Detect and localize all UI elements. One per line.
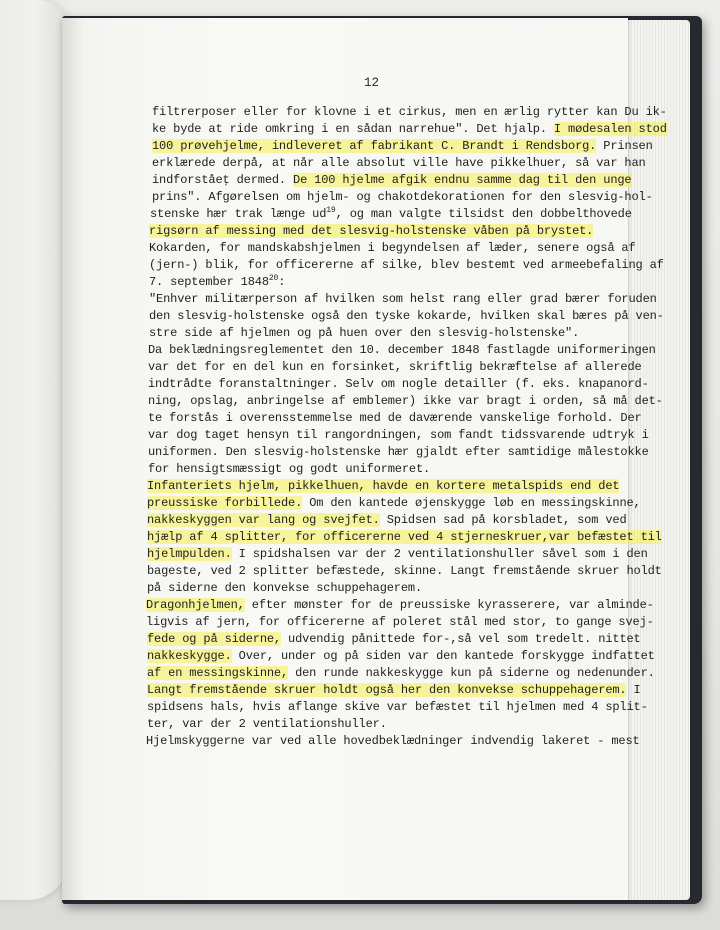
text-segment: erklærede derpå, at når alle absolut ville have pikkelhuer, så var han bbox=[152, 156, 646, 170]
text-line bbox=[146, 614, 654, 631]
text-line bbox=[147, 665, 655, 682]
text-line bbox=[148, 427, 649, 444]
text-segment: var dog taget hensyn til rangordningen, som fandt tidssvarende udtryk i bbox=[148, 428, 649, 442]
text-line bbox=[149, 291, 657, 308]
text-segment: efter mønster for de preussiske kyrasserere, var alminde- bbox=[244, 598, 654, 612]
text-line bbox=[149, 325, 622, 342]
text-line bbox=[150, 206, 632, 223]
text-line bbox=[147, 716, 622, 733]
highlighted-text: rigsørn af messing med det slesvig-holstenske våben på brystet. bbox=[149, 224, 594, 238]
highlighted-text: hjelmpulden. bbox=[147, 547, 232, 561]
text-line bbox=[149, 240, 636, 257]
text-line bbox=[149, 223, 622, 240]
highlighted-text: fede og på siderne, bbox=[147, 632, 281, 646]
highlighted-text: 100 prøvehjelme, indleveret af fabrikant C. Brandt i Rendsborg. bbox=[152, 139, 597, 153]
text-line bbox=[148, 376, 649, 393]
text-segment: spidsens hals, hvis aflange skive var befæstet til hjelmen med 4 split- bbox=[147, 700, 648, 714]
text-line bbox=[148, 359, 642, 376]
text-line bbox=[152, 172, 632, 189]
text-segment: for hensigtsmæssigt og godt uniformeret. bbox=[148, 462, 431, 476]
highlighted-text: I mødesalen stod bbox=[553, 122, 667, 136]
text-segment: på siderne den konvekse schuppehagerem. bbox=[147, 581, 422, 595]
text-line bbox=[147, 546, 648, 563]
highlighted-text: preussiske forbillede. bbox=[147, 496, 303, 510]
text-line bbox=[147, 631, 641, 648]
text-line bbox=[147, 529, 662, 546]
text-segment: var det for en del kun en forsinket, skriftlig bekræftelse af allerede bbox=[148, 360, 642, 374]
text-line bbox=[146, 597, 654, 614]
text-segment: Om den kantede øjenskygge løb en messingskinne, bbox=[302, 496, 641, 510]
text-segment: Spidsen sad på korsbladet, som ved bbox=[379, 513, 627, 527]
text-line bbox=[147, 495, 641, 512]
highlighted-text: hjælp af 4 splitter, for officererne ved 4 stjerneskruer,var befæstet til bbox=[147, 530, 662, 544]
text-segment: stre side af hjelmen og på huen over den slesvig-holstenske". bbox=[149, 326, 580, 340]
text-line bbox=[147, 563, 662, 580]
text-segment: : bbox=[278, 275, 286, 289]
text-line bbox=[149, 308, 664, 325]
text-segment: indtrådte foranstaltninger. Selv om nogle detailler (f. eks. knapanord- bbox=[148, 377, 649, 391]
text-line bbox=[148, 410, 642, 427]
text-line bbox=[147, 699, 648, 716]
text-segment: udvendig pånittede for-,så vel som tredelt. nittet bbox=[280, 632, 641, 646]
text-segment: Kokarden, for mandskabshjelmen i begyndelsen af læder, senere også af bbox=[149, 241, 636, 255]
text-line bbox=[149, 274, 622, 291]
text-line bbox=[148, 444, 649, 461]
footnote-ref: 19 bbox=[326, 206, 336, 215]
text-line bbox=[152, 155, 646, 172]
highlighted-text: De 100 hjelme afgik endnu samme dag til den unge bbox=[293, 173, 632, 187]
text-line bbox=[148, 461, 622, 478]
text-segment: indforståeţ dermed. bbox=[152, 173, 294, 187]
text-segment: I spidshalsen var der 2 ventilationshuller såvel som i den bbox=[231, 547, 648, 561]
text-segment: ke byde at ride omkring i en sådan narrehue". Det hjalp. bbox=[152, 122, 554, 136]
text-segment: filtrerposer eller for klovne i et cirkus, men en ærlig rytter kan Du ik- bbox=[152, 105, 667, 119]
text-segment: den slesvig-holstenske også den tyske kokarde, hvilken skal bæres på ven- bbox=[149, 309, 664, 323]
text-segment: 7. september 1848 bbox=[149, 275, 269, 289]
text-line bbox=[149, 257, 664, 274]
body-text bbox=[146, 104, 667, 750]
text-segment: prins". Afgørelsen om hjelm- og chakotdekorationen for den slesvig-hol- bbox=[152, 190, 653, 204]
highlighted-text: nakkeskyggen var lang og svejfet. bbox=[147, 513, 380, 527]
text-segment: Hjelmskyggerne var ved alle hovedbeklædninger indvendig lakeret - mest bbox=[146, 734, 640, 748]
text-segment: I bbox=[626, 683, 641, 697]
text-segment: , og man valgte tilsidst den dobbelthovede bbox=[335, 207, 632, 221]
text-segment: Da beklædningsreglementet den 10. december 1848 fastlagde uniformeringen bbox=[148, 343, 656, 357]
text-segment: ter, var der 2 ventilationshuller. bbox=[147, 717, 387, 731]
text-segment: te forstås i overensstemmelse med de daværende vanskelige forhold. Der bbox=[148, 411, 642, 425]
text-line bbox=[147, 682, 641, 699]
text-line bbox=[152, 104, 667, 121]
text-segment: ning, opslag, anbringelse af emblemer) ikke var bragt i orden, så må det- bbox=[148, 394, 663, 408]
text-segment: Over, under og på siden var den kantede forskygge indfattet bbox=[231, 649, 655, 663]
highlighted-text: Infanteriets hjelm, pikkelhuen, havde en kortere metalspids end det bbox=[147, 479, 620, 493]
highlighted-text: Langt fremstående skruer holdt også her den konvekse schuppehagerem. bbox=[147, 683, 627, 697]
page-number: 12 bbox=[364, 76, 380, 90]
text-segment: bageste, ved 2 splitter befæstede, skinne. Langt fremstående skruer holdt bbox=[147, 564, 662, 578]
text-segment: "Enhver militærperson af hvilken som helst rang eller grad bærer foruden bbox=[149, 292, 657, 306]
text-line bbox=[152, 121, 667, 138]
footnote-ref: 20 bbox=[268, 274, 279, 283]
text-segment: Prinsen bbox=[596, 139, 653, 153]
text-line bbox=[147, 648, 655, 665]
facing-page-edge bbox=[0, 0, 68, 900]
text-line bbox=[147, 580, 622, 597]
text-segment: ligvis af jern, for officererne af poleret stål med stor, to gange svej- bbox=[146, 615, 654, 629]
text-line bbox=[148, 342, 656, 359]
text-line bbox=[146, 733, 640, 750]
text-line bbox=[147, 478, 622, 495]
text-segment: uniformen. Den slesvig-holstenske hær gjaldt efter samtidige målestokke bbox=[148, 445, 649, 459]
text-line bbox=[148, 393, 663, 410]
text-line bbox=[152, 138, 653, 155]
text-line bbox=[147, 512, 627, 529]
highlighted-text: nakkeskygge. bbox=[147, 649, 232, 663]
highlighted-text: Dragonhjelmen, bbox=[146, 598, 245, 612]
highlighted-text: af en messingskinne, bbox=[147, 666, 289, 680]
text-segment: stenske hær trak længe ud bbox=[150, 207, 327, 221]
text-segment: (jern-) blik, for officererne af silke, blev bestemt ved armeebefaling af bbox=[149, 258, 664, 272]
text-segment: den runde nakkeskygge kun på siderne og nedenunder. bbox=[288, 666, 655, 680]
text-line bbox=[152, 189, 653, 206]
book-page bbox=[62, 18, 667, 900]
